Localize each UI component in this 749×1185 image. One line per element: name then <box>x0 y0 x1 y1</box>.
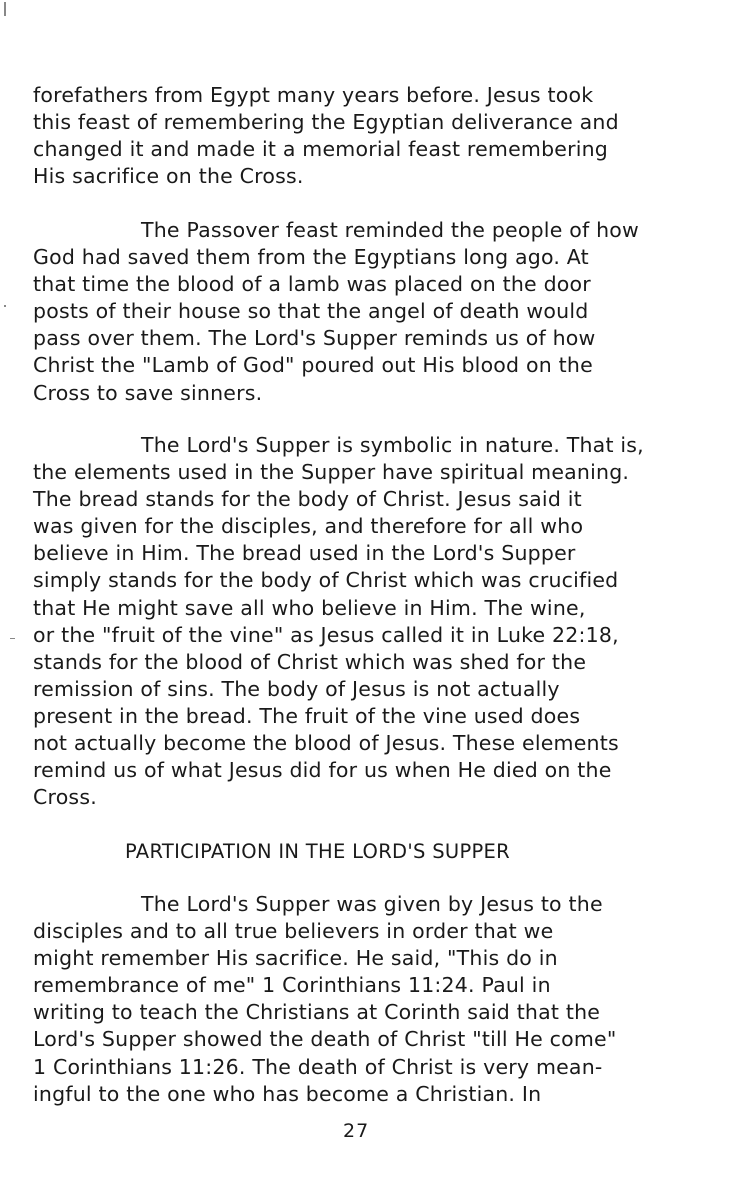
text-line: Christ the "Lamb of God" poured out His blood on the <box>33 353 593 378</box>
paragraph-passover <box>33 217 723 407</box>
text-line: believe in Him. The bread used in the Lord's Supper <box>33 541 576 566</box>
section-heading: PARTICIPATION IN THE LORD'S SUPPER <box>125 840 511 863</box>
scan-speck <box>4 2 6 16</box>
paragraph-participation <box>33 891 723 1108</box>
text-line: posts of their house so that the angel of death would <box>33 299 589 324</box>
text-line: Lord's Supper showed the death of Christ "till He come" <box>33 1027 617 1052</box>
text-line: God had saved them from the Egyptians long ago. At <box>33 245 589 270</box>
text-line: present in the bread. The fruit of the vine used does <box>33 703 581 728</box>
text-line: was given for the disciples, and therefore for all who <box>33 514 584 539</box>
text-line: The Lord's Supper is symbolic in nature. That is, <box>141 433 644 457</box>
text-line: remission of sins. The body of Jesus is not actually <box>33 676 560 701</box>
text-line: disciples and to all true believers in order that we <box>33 919 554 944</box>
text-line: that time the blood of a lamb was placed on the door <box>33 272 591 297</box>
text-line: pass over them. The Lord's Supper reminds us of how <box>33 326 596 351</box>
scan-speck <box>4 305 6 307</box>
text-line: The bread stands for the body of Christ. Jesus said it <box>33 487 582 512</box>
text-line: changed it and made it a memorial feast remembering <box>33 137 609 162</box>
text-line: that He might save all who believe in Him. The wine, <box>33 595 586 620</box>
text-line: the elements used in the Supper have spiritual meaning. <box>33 460 630 485</box>
text-line: ingful to the one who has become a Christian. In <box>33 1081 542 1106</box>
text-line: His sacrifice on the Cross. <box>33 164 304 189</box>
text-line: Cross. <box>33 785 97 810</box>
text-line: not actually become the blood of Jesus. These elements <box>33 731 619 756</box>
text-line: this feast of remembering the Egyptian deliverance and <box>33 110 619 135</box>
text-line: stands for the blood of Christ which was shed for the <box>33 649 587 674</box>
text-line: The Lord's Supper was given by Jesus to the <box>141 892 603 916</box>
text-line: The Passover feast reminded the people of how <box>141 218 640 242</box>
text-line: remembrance of me" 1 Corinthians 11:24. Paul in <box>33 973 551 998</box>
scan-speck <box>10 638 15 639</box>
text-line: simply stands for the body of Christ which was crucified <box>33 568 619 593</box>
paragraph-symbolic <box>33 432 723 811</box>
text-line: Cross to save sinners. <box>33 380 263 405</box>
text-line: or the "fruit of the vine" as Jesus called it in Luke 22:18, <box>33 622 619 647</box>
text-line: 1 Corinthians 11:26. The death of Christ is very mean- <box>33 1054 603 1079</box>
text-line: remind us of what Jesus did for us when He died on the <box>33 758 612 783</box>
paragraph-continuation <box>33 82 723 190</box>
text-line: forefathers from Egypt many years before. Jesus took <box>33 83 594 107</box>
page-number: 27 <box>343 1120 370 1142</box>
text-line: writing to teach the Christians at Corinth said that the <box>33 1000 601 1025</box>
text-line: might remember His sacrifice. He said, "This do in <box>33 946 558 971</box>
